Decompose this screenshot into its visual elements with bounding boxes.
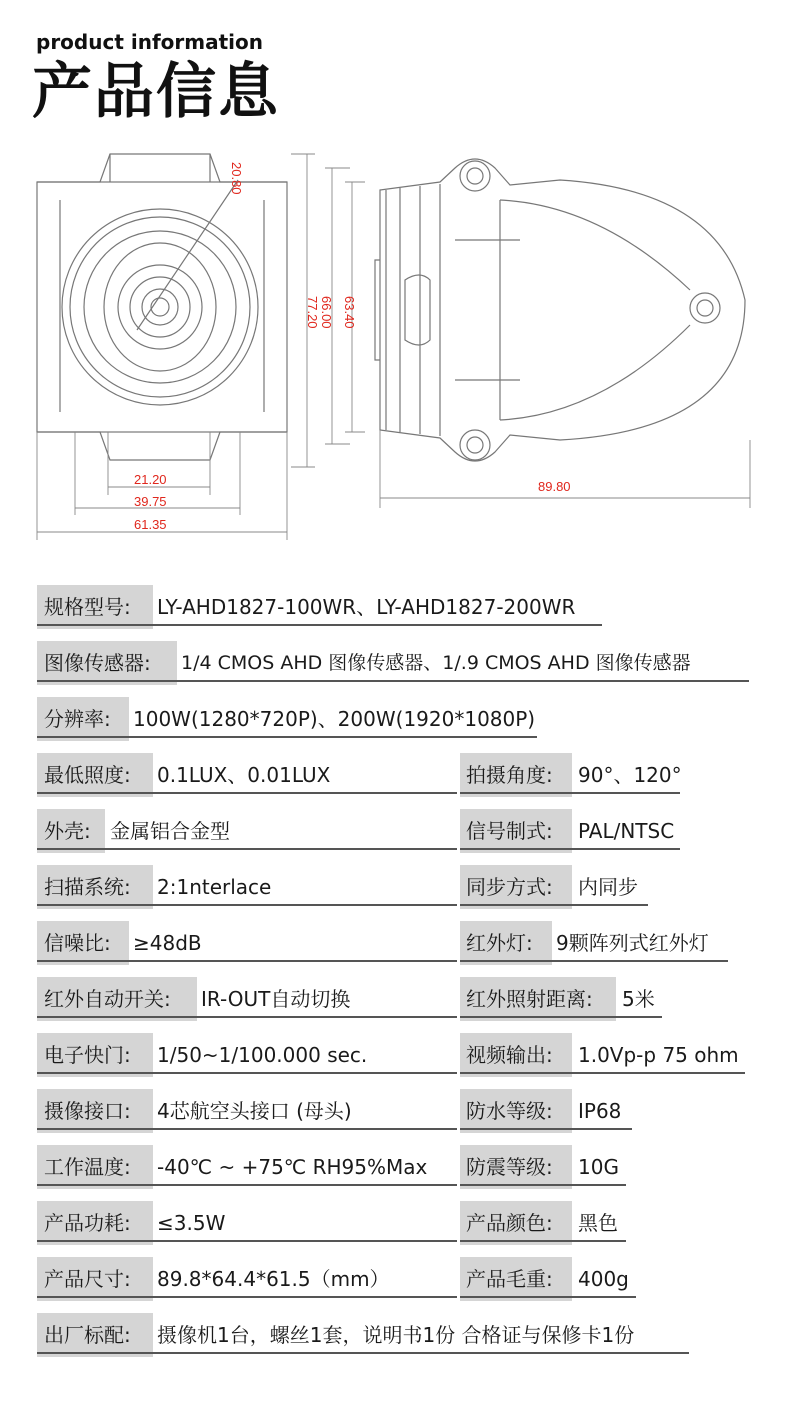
spec-value-shockproof: 10G [578, 1155, 619, 1179]
spec-label-package: 出厂标配: [44, 1323, 131, 1347]
spec-label-signal-system: 信号制式: [466, 819, 553, 843]
dim-39-75: 39.75 [134, 494, 167, 509]
spec-label-operating-temp: 工作温度: [44, 1155, 131, 1179]
spec-label-waterproof: 防水等级: [466, 1099, 553, 1123]
dim-61-35: 61.35 [134, 517, 167, 532]
dim-20-80: 20.80 [229, 162, 244, 195]
spec-label-color: 产品颜色: [466, 1211, 553, 1235]
spec-row [0, 1033, 790, 1077]
spec-label-view-angle: 拍摄角度: [466, 763, 553, 787]
spec-label-video-output: 视频输出: [466, 1043, 553, 1067]
spec-row [0, 641, 790, 685]
dim-21-20: 21.20 [134, 472, 167, 487]
spec-value-resolution: 100W(1280*720P)、200W(1920*1080P) [133, 707, 536, 731]
spec-value-dimensions: 89.8*64.4*61.5（mm） [157, 1267, 390, 1291]
spec-value-interface: 4芯航空头接口 (母头) [157, 1099, 352, 1123]
spec-value-package: 摄像机1台，螺丝1套，说明书1份 合格证与保修卡1份 [157, 1323, 635, 1347]
dim-89-80: 89.80 [538, 479, 571, 494]
spec-value-ir-distance: 5米 [622, 987, 655, 1011]
spec-label-dimensions: 产品尺寸: [44, 1267, 131, 1291]
spec-value-signal-system: PAL/NTSC [578, 819, 675, 843]
spec-value-power: ≤3.5W [157, 1211, 226, 1235]
spec-row [0, 1089, 790, 1133]
spec-value-sync-mode: 内同步 [578, 875, 638, 899]
spec-value-ir-switch: IR-OUT自动切换 [201, 987, 351, 1011]
spec-row [0, 921, 790, 965]
spec-row [0, 697, 790, 741]
spec-value-video-output: 1.0Vp-p 75 ohm [578, 1043, 739, 1067]
spec-label-sync-mode: 同步方式: [466, 875, 553, 899]
spec-row [0, 753, 790, 797]
spec-label-ir-distance: 红外照射距离: [466, 987, 593, 1011]
spec-row [0, 1201, 790, 1245]
spec-row [0, 1313, 790, 1357]
spec-label-shockproof: 防震等级: [466, 1155, 553, 1179]
spec-label-power: 产品功耗: [44, 1211, 131, 1235]
spec-value-model: LY-AHD1827-100WR、LY-AHD1827-200WR [157, 595, 576, 619]
spec-label-weight: 产品毛重: [466, 1267, 553, 1291]
spec-row [0, 585, 790, 629]
spec-value-operating-temp: -40℃ ~ +75℃ RH95%Max [157, 1155, 428, 1179]
spec-label-ir-led: 红外灯: [466, 931, 533, 955]
spec-value-min-illumination: 0.1LUX、0.01LUX [157, 763, 331, 787]
spec-label-resolution: 分辨率: [44, 707, 111, 731]
spec-value-housing: 金属铝合金型 [110, 819, 230, 843]
spec-value-weight: 400g [578, 1267, 629, 1291]
spec-value-ir-led: 9颗阵列式红外灯 [556, 931, 709, 955]
heading-english: product information [36, 30, 263, 54]
spec-value-sensor: 1/4 CMOS AHD 图像传感器、1/.9 CMOS AHD 图像传感器 [181, 652, 691, 674]
spec-label-shutter: 电子快门: [44, 1043, 131, 1067]
spec-row [0, 865, 790, 909]
dim-66-00: 66.00 [319, 296, 334, 329]
spec-value-scan-system: 2:1nterlace [157, 875, 272, 899]
spec-value-shutter: 1/50~1/100.000 sec. [157, 1043, 368, 1067]
technical-drawing [0, 140, 790, 560]
dim-77-20: 77.20 [305, 296, 320, 329]
spec-label-sensor: 图像传感器: [44, 651, 151, 675]
spec-value-waterproof: IP68 [578, 1099, 622, 1123]
spec-value-snr: ≥48dB [133, 931, 202, 955]
spec-row [0, 1257, 790, 1301]
spec-value-view-angle: 90°、120° [578, 763, 682, 787]
spec-label-scan-system: 扫描系统: [44, 875, 131, 899]
spec-label-snr: 信噪比: [44, 931, 111, 955]
spec-label-housing: 外壳: [44, 819, 91, 843]
heading-chinese: 产品信息 [32, 57, 280, 127]
spec-row [0, 1145, 790, 1189]
spec-row [0, 809, 790, 853]
spec-label-ir-switch: 红外自动开关: [44, 987, 171, 1011]
spec-label-min-illumination: 最低照度: [44, 763, 131, 787]
spec-label-interface: 摄像接口: [44, 1099, 131, 1123]
spec-label-model: 规格型号: [44, 595, 131, 619]
dim-63-40: 63.40 [342, 296, 357, 329]
spec-row [0, 977, 790, 1021]
spec-value-color: 黑色 [578, 1211, 618, 1235]
